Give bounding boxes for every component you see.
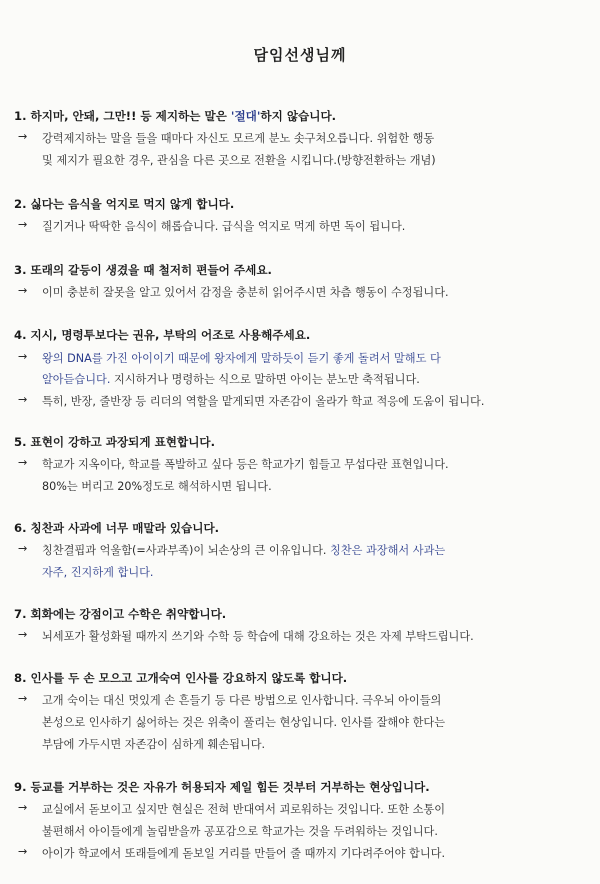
arrow-icon: → bbox=[18, 845, 28, 858]
s3-line-1: 이미 충분히 잘못을 알고 있어서 감정을 충분히 읽어주시면 차츰 행동이 수정됩니다. bbox=[42, 286, 449, 299]
s4-line-3: 특히, 반장, 줄반장 등 리더의 역할을 맡게되면 자존감이 올라가 학교 적응에 도움이 됩니다. bbox=[42, 395, 485, 408]
s8-line-1: 고개 숙이는 대신 멋있게 손 흔들기 등 다른 방법으로 인사합니다. 극우뇌 아이들의 bbox=[42, 694, 442, 707]
s4-line-1: 왕의 DNA를 가진 아이이기 때문에 왕자에게 말하듯이 듣기 좋게 돌려서 말해도 다 bbox=[42, 352, 441, 365]
heading-1-emphasis: '절대' bbox=[230, 109, 261, 123]
heading-8: 8. 인사를 두 손 모으고 고개숙여 인사를 강요하지 않도록 합니다. bbox=[14, 671, 348, 685]
arrow-icon: → bbox=[18, 801, 28, 814]
s4-line-2-emphasis: 알아듣습니다. bbox=[42, 373, 111, 386]
s6-line-2: 자주, 진지하게 합니다. bbox=[42, 566, 154, 579]
heading-6: 6. 칭찬과 사과에 너무 매말라 있습니다. bbox=[14, 521, 220, 535]
heading-1-post: 하지 않습니다. bbox=[260, 109, 337, 123]
s2-line-1: 질기거나 딱딱한 음식이 해롭습니다. 급식을 억지로 먹게 하면 독이 됩니다. bbox=[42, 220, 406, 233]
heading-3: 3. 또래의 갈등이 생겼을 때 철저히 편들어 주세요. bbox=[14, 263, 272, 277]
s6-line-1-text: 칭찬결핍과 억울함(=사과부족)이 뇌손상의 큰 이유입니다. bbox=[42, 544, 331, 557]
arrow-icon: → bbox=[18, 284, 28, 297]
s9-line-1: 교실에서 돋보이고 싶지만 현실은 전혀 반대여서 괴로워하는 것입니다. 또한 소통이 bbox=[42, 803, 446, 816]
s4-line-2-rest: 지시하거나 명령하는 식으로 말하면 아이는 분노만 축적됩니다. bbox=[110, 373, 420, 386]
s9-line-3: 아이가 학교에서 또래들에게 돋보일 거리를 만들어 줄 때까지 기다려주어야 합니다. bbox=[42, 847, 446, 860]
arrow-icon: → bbox=[18, 542, 28, 555]
s1-line-1: 강력제지하는 말을 들을 때마다 자신도 모르게 분노 솟구쳐오릅니다. 위험한 행동 bbox=[42, 132, 435, 145]
s4-line-2 bbox=[42, 371, 420, 387]
heading-4: 4. 지시, 명령투보다는 권유, 부탁의 어조로 사용해주세요. bbox=[14, 328, 311, 342]
arrow-icon: → bbox=[18, 130, 28, 143]
arrow-icon: → bbox=[18, 393, 28, 406]
heading-1-pre: 1. 하지마, 안돼, 그만!! 등 제지하는 말은 bbox=[14, 109, 231, 123]
arrow-icon: → bbox=[18, 456, 28, 469]
heading-1 bbox=[14, 108, 336, 124]
s6-line-1 bbox=[42, 542, 445, 558]
s5-line-2: 80%는 버리고 20%정도로 해석하시면 됩니다. bbox=[42, 480, 272, 493]
s1-line-2: 및 제지가 필요한 경우, 관심을 다른 곳으로 전환을 시킵니다.(방향전환하는 개념) bbox=[42, 154, 436, 167]
heading-9: 9. 등교를 거부하는 것은 자유가 허용되자 제일 힘든 것부터 거부하는 현상입니다. bbox=[14, 780, 430, 794]
page-title: 담임선생님께 bbox=[253, 46, 347, 64]
s7-line-1: 뇌세포가 활성화될 때까지 쓰기와 수학 등 학습에 대해 강요하는 것은 자제 부탁드립니다. bbox=[42, 630, 474, 643]
arrow-icon: → bbox=[18, 218, 28, 231]
s9-line-2: 불편해서 아이들에게 놀림받을까 공포감으로 학교가는 것을 두려워하는 것입니다. bbox=[42, 825, 438, 838]
arrow-icon: → bbox=[18, 350, 28, 363]
s8-line-2: 본성으로 인사하기 싫어하는 것은 위축이 풀리는 현상입니다. 인사를 잘해야 한다는 bbox=[42, 716, 446, 729]
heading-2: 2. 싫다는 음식을 억지로 먹지 않게 합니다. bbox=[14, 197, 235, 211]
s6-line-1-emphasis: 칭찬은 과장해서 사과는 bbox=[330, 544, 446, 557]
arrow-icon: → bbox=[18, 692, 28, 705]
s5-line-1: 학교가 지옥이다, 학교를 폭발하고 싶다 등은 학교가기 힘들고 무섭다란 표현입니다. bbox=[42, 458, 449, 471]
arrow-icon: → bbox=[18, 628, 28, 641]
heading-5: 5. 표현이 강하고 과장되게 표현합니다. bbox=[14, 435, 216, 449]
heading-7: 7. 회화에는 강점이고 수학은 취약합니다. bbox=[14, 607, 227, 621]
s8-line-3: 부담에 가두시면 자존감이 심하게 훼손됩니다. bbox=[42, 738, 266, 751]
